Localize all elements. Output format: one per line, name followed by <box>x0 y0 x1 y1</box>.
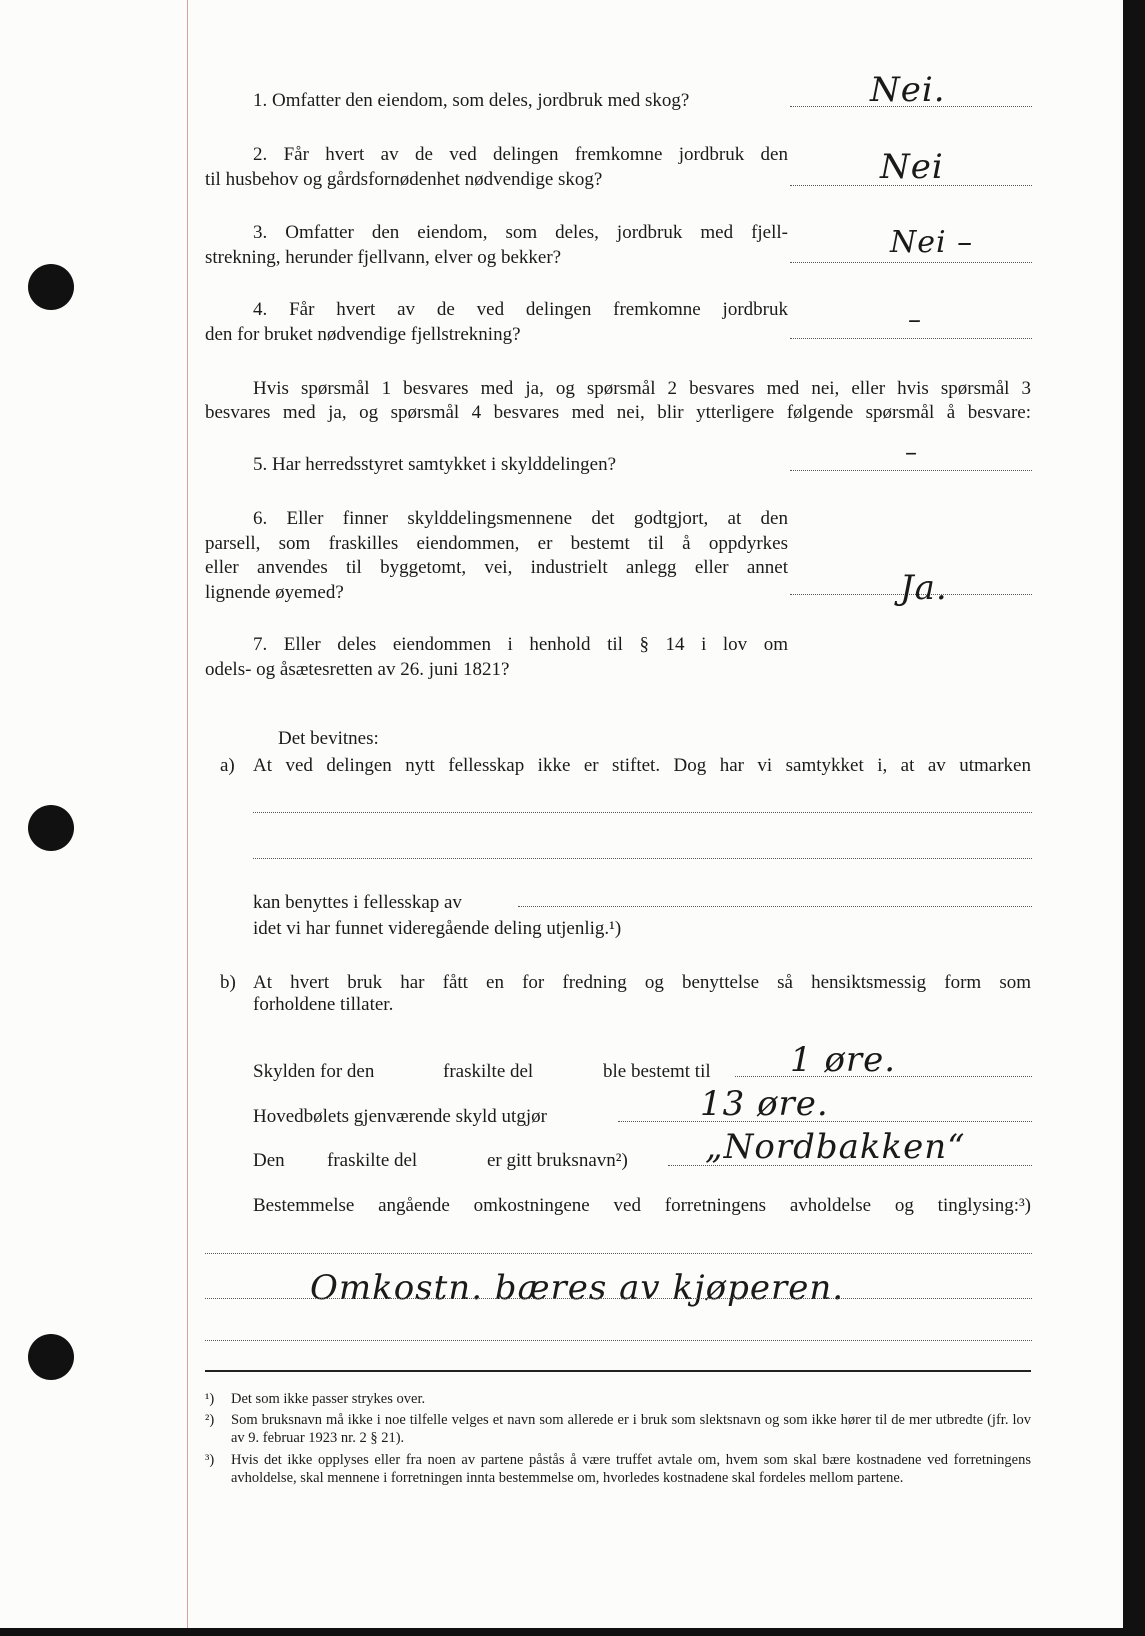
footnote-1-text: Det som ikke passer strykes over. <box>231 1391 426 1407</box>
answer-5-handwritten: – <box>905 438 918 466</box>
footnote-separator <box>205 1370 1031 1372</box>
question-6-line-3: eller anvendes til byggetomt, vei, industrielt anlegg eller annet <box>205 557 788 578</box>
skyld-line-4-costs: Bestemmelse angående omkostningene ved forretningens avholdelse og tinglysing:³) <box>253 1195 1031 1216</box>
bevitnes-b-line-2: forholdene tillater. <box>253 994 394 1015</box>
answer-line-4 <box>790 338 1032 339</box>
bevitnes-heading: Det bevitnes: <box>278 728 379 749</box>
margin-line <box>187 0 188 1636</box>
costs-blank-3 <box>205 1340 1032 1341</box>
bevitnes-a-text: At ved delingen nytt fellesskap ikke er stiftet. Dog har vi samtykket i, at av utmarken <box>253 755 1031 776</box>
question-2-line-1: 2. Får hvert av de ved delingen fremkomne jordbruk den <box>253 144 788 165</box>
bevitnes-a-blank-1 <box>253 812 1032 813</box>
skyld-line-3-part-a: Den <box>253 1150 285 1171</box>
question-7-line-1: 7. Eller deles eiendommen i henhold til § 14 i lov om <box>253 634 788 655</box>
footnote-2 <box>205 1411 1031 1447</box>
bevitnes-a-continuation-1: kan benyttes i fellesskap av <box>253 892 462 913</box>
footnote-1 <box>205 1390 1031 1408</box>
bevitnes-a-blank-3 <box>518 906 1032 907</box>
footnote-3-text: Hvis det ikke opplyses eller fra noen av partene påstås å være truffet avtale om, hvem som skal bære kostnadene ved forretningens avholdelse, skal mennene i forretningen innta bestemmelse om, hvorledes kostnadene skal fordeles mellom partene. <box>231 1452 1031 1486</box>
conditional-instruction-line-2: besvares med ja, og spørsmål 4 besvares med nei, blir ytterligere følgende spørsmål å besvare: <box>205 402 1031 423</box>
skyld-line-2-label: Hovedbølets gjenværende skyld utgjør <box>253 1106 547 1127</box>
footnote-2-number: ²) <box>205 1412 215 1428</box>
punch-hole-bottom <box>28 1334 74 1380</box>
question-5: 5. Har herredsstyret samtykket i skylddelingen? <box>253 454 617 475</box>
costs-blank-2 <box>205 1298 1032 1299</box>
skyld-line-3-part-b: fraskilte del <box>327 1150 418 1171</box>
bevitnes-b-label: b) <box>220 972 236 993</box>
bevitnes-a-label: a) <box>220 755 235 776</box>
question-6-line-1: 6. Eller finner skylddelingsmennene det godtgjort, at den <box>253 508 788 529</box>
answer-3-handwritten: Nei – <box>890 225 974 260</box>
question-4-line-2: den for bruket nødvendige fjellstrekning? <box>205 324 521 345</box>
skyld-line-1-part-c: ble bestemt til <box>603 1061 711 1082</box>
bevitnes-a-blank-2 <box>253 858 1032 859</box>
answer-1-handwritten: Nei. <box>870 70 946 110</box>
punch-hole-top <box>28 264 74 310</box>
footnote-2-text: Som bruksnavn må ikke i noe tilfelle velges et navn som allerede er i bruk som slektsnavn og som ikke hører til de mer utbredte (jfr. lov av 9. februar 1923 nr. 2 § 21). <box>231 1412 1031 1446</box>
skyld-line-1-answer-handwritten: 1 øre. <box>790 1040 897 1080</box>
footnote-3-number: ³) <box>205 1452 215 1468</box>
scan-edge-right <box>1123 0 1145 1636</box>
skyld-line-3-answer-handwritten: „Nordbakken“ <box>705 1127 966 1167</box>
punch-hole-middle <box>28 805 74 851</box>
skyld-line-1-part-a: Skylden for den <box>253 1061 375 1082</box>
footnote-3 <box>205 1451 1031 1505</box>
question-6-line-4: lignende øyemed? <box>205 582 344 603</box>
footnote-1-number: ¹) <box>205 1391 215 1407</box>
bevitnes-a-continuation-2: idet vi har funnet videregående deling utjenlig.¹) <box>253 918 622 939</box>
conditional-instruction-line-1: Hvis spørsmål 1 besvares med ja, og spørsmål 2 besvares med nei, eller hvis spørsmål 3 <box>253 378 1031 399</box>
question-2-line-2: til husbehov og gårdsfornødenhet nødvendige skog? <box>205 169 603 190</box>
answer-4-handwritten: – <box>908 305 922 335</box>
answer-line-5 <box>790 470 1032 471</box>
answer-6-handwritten: Ja. <box>900 568 948 608</box>
question-4-line-1: 4. Får hvert av de ved delingen fremkomne jordbruk <box>253 299 788 320</box>
question-7-line-2: odels- og åsætesretten av 26. juni 1821? <box>205 659 510 680</box>
question-3-line-1: 3. Omfatter den eiendom, som deles, jordbruk med fjell- <box>253 222 788 243</box>
skyld-line-2-answer-handwritten: 13 øre. <box>700 1084 829 1124</box>
question-3-line-2: strekning, herunder fjellvann, elver og bekker? <box>205 247 562 268</box>
bevitnes-b-line-1: At hvert bruk har fått en for fredning og benyttelse så hensiktsmessig form som <box>253 972 1031 993</box>
scan-edge-bottom <box>0 1628 1145 1636</box>
answer-2-handwritten: Nei <box>880 147 944 187</box>
question-6-line-2: parsell, som fraskilles eiendommen, er bestemt til å oppdyrkes <box>205 533 788 554</box>
skyld-line-1-part-b: fraskilte del <box>443 1061 534 1082</box>
costs-blank-1 <box>205 1253 1032 1254</box>
question-1: 1. Omfatter den eiendom, som deles, jordbruk med skog? <box>253 90 690 111</box>
costs-answer-handwritten: Omkostn. bæres av kjøperen. <box>310 1268 845 1308</box>
skyld-line-3-part-c: er gitt bruksnavn²) <box>487 1150 628 1171</box>
answer-line-3 <box>790 262 1032 263</box>
